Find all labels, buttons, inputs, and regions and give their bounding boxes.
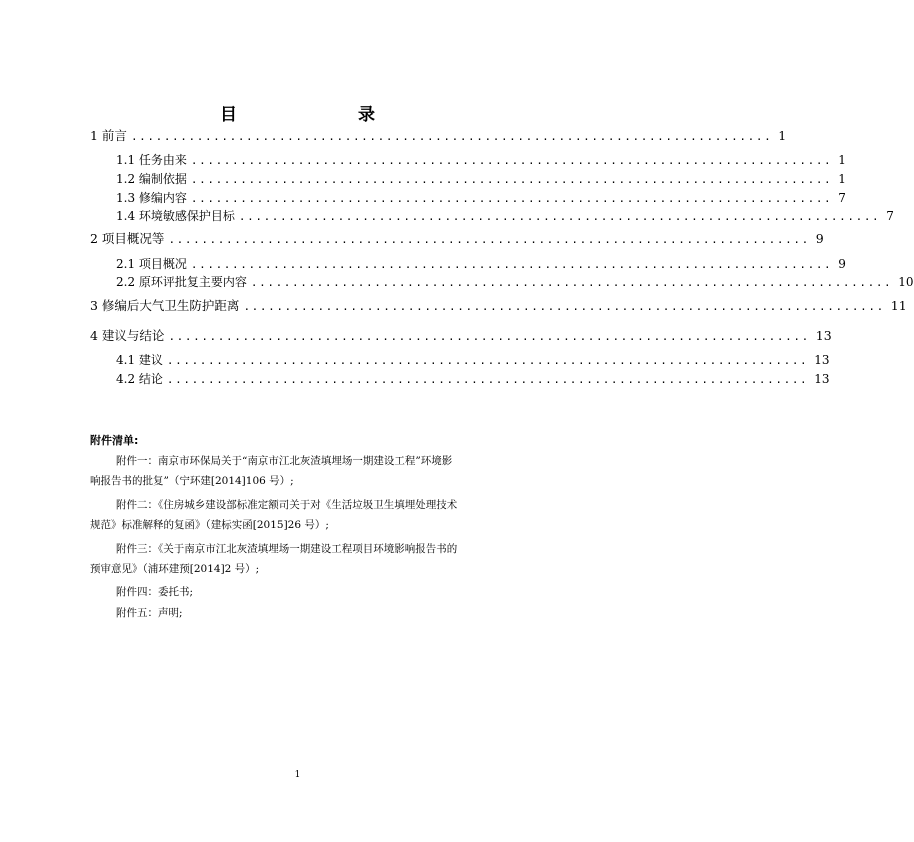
toc-entry [116, 255, 846, 273]
toc-entry-page: 7 [886, 209, 894, 223]
toc-entry-label: 4 建议与结论 [90, 328, 165, 343]
toc-entry [116, 351, 830, 369]
toc-entry-label: 1.4 环境敏感保护目标 [116, 209, 235, 223]
toc-entry-page: 10 [898, 275, 914, 289]
toc-leader-dots: .............................................................................. [190, 192, 833, 205]
toc-entry-page: 9 [838, 257, 846, 271]
toc-entry [90, 297, 907, 315]
attachments-heading: 附件清单: [90, 434, 139, 447]
attachment-line: 预审意见》（浦环建预[2014]2 号）; [90, 563, 260, 575]
toc-entry [116, 189, 846, 207]
toc-leader-dots: .............................................................................. [130, 130, 773, 143]
toc-leader-dots: .............................................................................. [190, 173, 833, 186]
toc-leader-dots: .............................................................................. [190, 154, 833, 167]
toc-entry-label: 4.2 结论 [116, 372, 163, 386]
toc-title: 目 录 [220, 105, 427, 125]
toc-entry-page: 13 [815, 328, 832, 343]
toc-entry-page: 13 [814, 372, 830, 386]
toc-entry-label: 3 修编后大气卫生防护距离 [90, 298, 240, 313]
attachment-line: 附件三：《关于南京市江北灰渣填埋场一期建设工程项目环境影响报告书的 [116, 543, 458, 555]
attachment-line: 响报告书的批复”（宁环建[2014]106 号）; [90, 475, 294, 487]
toc-leader-dots: .............................................................................. [168, 233, 810, 246]
toc-entry-page: 9 [815, 231, 824, 246]
toc-leader-dots: .............................................................................. [166, 354, 809, 367]
toc-leader-dots: .............................................................................. [243, 300, 885, 313]
toc-leader-dots: .............................................................................. [250, 276, 893, 289]
attachment-line: 附件四：委托书; [116, 586, 194, 598]
toc-leader-dots: .............................................................................. [168, 330, 810, 343]
toc-entry [90, 127, 787, 145]
toc-leader-dots: .............................................................................. [190, 258, 833, 271]
toc-entry-page: 1 [838, 153, 846, 167]
attachment-line: 附件一：南京市环保局关于“南京市江北灰渣填埋场一期建设工程”环境影 [116, 455, 453, 467]
toc-entry-label: 1.3 修编内容 [116, 191, 187, 205]
toc-entry-label: 4.1 建议 [116, 353, 163, 367]
toc-entry-label: 1 前言 [90, 128, 127, 143]
attachment-line: 附件五：声明; [116, 607, 183, 619]
toc-entry-label: 1.1 任务由来 [116, 153, 187, 167]
attachment-line: 规范》标准解释的复函》（建标实函[2015]26 号）; [90, 519, 329, 531]
toc-entry [116, 273, 914, 291]
toc-entry-label: 2 项目概况等 [90, 231, 165, 246]
toc-entry [90, 230, 824, 248]
toc-entry-page: 11 [890, 298, 907, 313]
page-number: 1 [294, 770, 301, 780]
toc-entry-page: 7 [838, 191, 846, 205]
toc-leader-dots: .............................................................................. [238, 210, 881, 223]
toc-entry-label: 2.2 原环评批复主要内容 [116, 275, 247, 289]
toc-entry-page: 13 [814, 353, 830, 367]
toc-entry [116, 151, 846, 169]
attachment-line: 附件二：《住房城乡建设部标准定额司关于对《生活垃圾卫生填埋处理技术 [116, 499, 458, 511]
toc-entry-page: 1 [778, 128, 787, 143]
toc-entry-label: 1.2 编制依据 [116, 172, 187, 186]
toc-entry-label: 2.1 项目概况 [116, 257, 187, 271]
toc-entry-page: 1 [838, 172, 846, 186]
toc-entry [90, 327, 832, 345]
toc-entry [116, 207, 894, 225]
toc-leader-dots: .............................................................................. [166, 373, 809, 386]
toc-entry [116, 370, 830, 388]
toc-entry [116, 170, 846, 188]
